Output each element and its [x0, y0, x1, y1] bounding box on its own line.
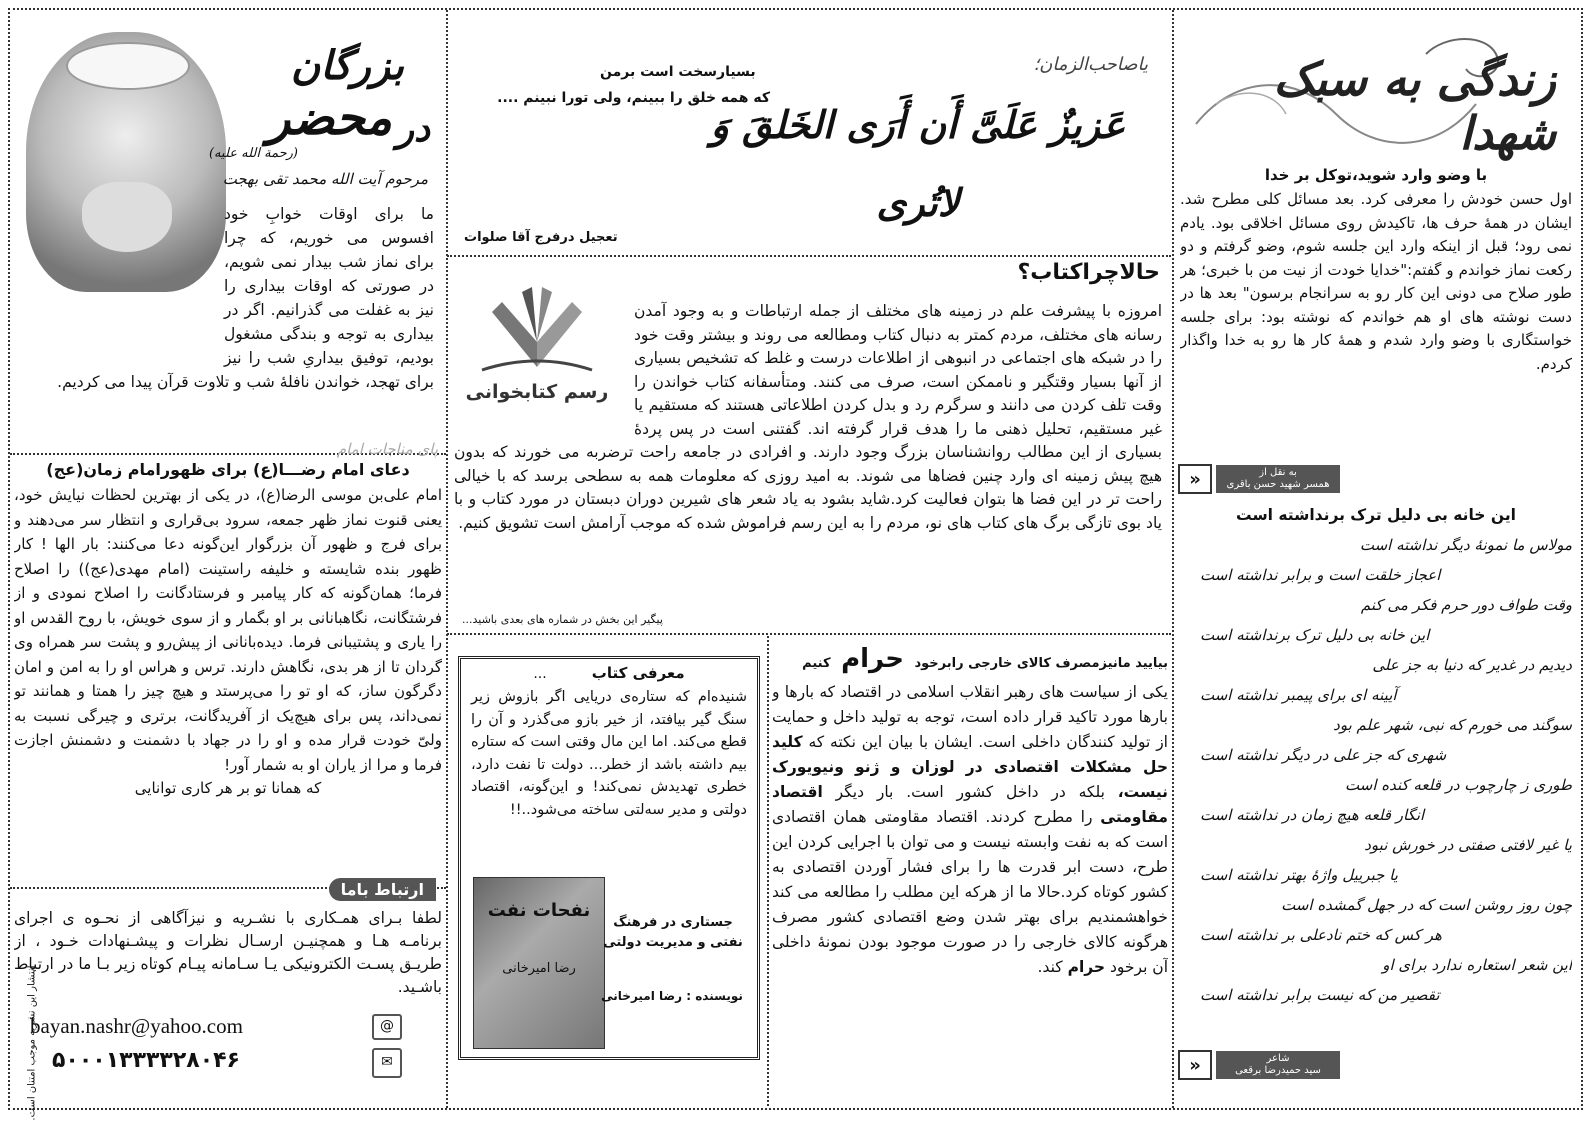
prayer-section — [14, 440, 442, 884]
prayer-body: امام علی‌بن موسی الرضا(ع)، در یکی از بهترین لحظات نیایش خود، یعنی قنوت نماز ظهر جمعه، سرود بی‌قراری و انتظار سر می‌دهند و برای فرج و ظهور آن بزرگوار این‌گونه دعا می‌کنند: بار الها ! کار ظهور بنده شایسته و خلیفه راستینت (امام مهدی(عج)) را اصلاح فرما؛ همان‌گونه که کار پیامبر و فرستادگانت را اصلاح نمودی و از فرشتگانت، نگاهبانانی بر او بگمار و از سوی خویش، با روح القدس او را یاری و پشتیبانی فرما. دیده‌بانانی از پیش‌رو و پشت سر همراه وی گردان تا از هر بدی، نگاهش دارند. ترس و هراس او را به امن و امان دگرگون ساز، که او تو را می‌پرستد و هیچ چیز را همتا و همانند تو نمی‌داند، پس برای هیچ‌یک از آفریدگانت، برتری و چیرگی نسبت به ولیّ خودت قرار مده و او را در جهاد با دشمنت و دشمنش اجازت فرما و مرا از یاران او به شمار آور! — [14, 486, 442, 774]
economy-p4: کند. — [1037, 958, 1068, 976]
rahmat-text: (رحمة الله علیه) — [208, 146, 298, 161]
contact-email[interactable]: bayan.nashr@yahoo.com — [30, 1014, 243, 1038]
book-section-body: امروزه با پیشرفت علم در زمینه های مختلف از جمله ارتباطات و به وجود آمدن رسانه های مختلف، مردم کمتر به دنبال کتاب ومطالعه می روند و بیشتر وقت خود را در شبکه های اجتماعی در انبوهی از اطلاعات درست و غلط که تشخیص بسیاری از آنها بسیار وقتگیر و ناممکن است، صرف می کنند. ومتأسفانه کتاب خواندن را وقت تلف کردن می دانند و سرگرم رد و بدل کردن اطلاعاتی هستند که مستقیم یا غیر مستقیم، تحلیل ذهنی ما را هدف قرار گرفته اند. گفتنی است در پس پردهٔ بسیاری از این مطالب روانشناسان بزرگ وجود دارند. و افرادی در جامعه راحت ترضربه می خورند که بدون هیچ پیش زمینه ای وارد چنین فضاها می شوند. به امید روزی که معلومات همه به سطحی برسد که با خیالی راحت تر در این فضا ها بتوان فعالیت کرد.شاید بشود به یاد شعر های شیرین دوران دبستان در مورد کتاب و با یاد بوی تازگی برگ های کتاب های نو، مردم را به این رسم فراموش شده که موجب آرامش است تشویق کنیم. — [454, 302, 1162, 532]
poem-credit — [1178, 1050, 1340, 1080]
side-line-1: بسیارسخت است برمن — [600, 64, 756, 80]
poem-line: این خانه بی دلیل ترک برنداشته است — [1200, 626, 1430, 644]
poem-line: تقصیر من که نیست برابر نداشته است — [1200, 986, 1440, 1004]
divider-economy — [767, 636, 769, 1106]
book-section-title: حالاچراکتاب؟ — [1017, 260, 1160, 285]
story-credit — [1178, 464, 1340, 494]
poem-line: سوگند می خورم که نبی، شهر علم بود — [1333, 716, 1572, 734]
book-cover-author: رضا امیرخانی — [502, 961, 576, 976]
economy-p1: یکی از سیاست های رهبر انقلاب اسلامی در اقتصاد که بارها و بارها مورد تاکید قرار داده است، توجه به تولید داخل و حمایت از تولید کنندگان داخلی است. ایشان با بیان این نکته که — [772, 683, 1168, 751]
story-credit-box — [1216, 465, 1340, 493]
book-cover — [473, 877, 605, 1049]
contact-title: ارتباط باما — [329, 878, 436, 901]
logo-text: زندگی به سبک شهدا — [1273, 52, 1556, 160]
economy-title-big: حرام — [841, 644, 904, 674]
sms-icon: ✉ — [372, 1048, 402, 1078]
contact-header — [14, 878, 442, 901]
economy-section — [772, 644, 1168, 1078]
poem-lines — [1180, 530, 1572, 1010]
chevron-left-icon: « — [1178, 1050, 1212, 1080]
poem-line: آیینه ای برای پیمبر نداشته است — [1200, 686, 1397, 704]
turban-shape — [66, 42, 190, 90]
poem-line: مولاس ما نمونهٔ دیگر نداشته است — [1359, 536, 1572, 554]
book-intro-header — [461, 663, 757, 682]
poem-line: این شعر استعاره ندارد برای او — [1382, 956, 1572, 974]
poem-line: دیدیم در غدیر که دنیا به جز علی — [1372, 656, 1572, 674]
poem-line: هر کس که ختم نادعلی بر نداشته است — [1200, 926, 1442, 944]
poem-credit-box — [1216, 1051, 1340, 1079]
elders-body: ما برای اوقات خوابِ خود افسوس می خوریم، که چرا برای نماز شب بیدار نمی شویم، در صورتی که اوقات بیداری را نیز به غفلت می گذرانیم. اگر در بیداری به توجه و بندگی مشغول بودیم، توفیق بیداریِ شب را نیز برای تهجد، خواندن نافلهٔ شب و تلاوت قرآن پیدا می کردیم. — [57, 205, 434, 391]
book-reading-section — [450, 260, 1168, 632]
logo-caption: رسم کتابخوانی — [465, 381, 609, 403]
economy-title — [772, 644, 1168, 674]
header-section — [450, 14, 1168, 252]
prayer-closing: که همانا تو بر هر کاری توانایی — [134, 779, 322, 797]
economy-p2: بلکه در داخل کشور است. بار دیگر — [822, 783, 1118, 801]
book-intro-body: شنیده‌ام که ستاره‌ی دریایی اگر بازوش زیر سنگ گیر بیافتد، از خیر بازو می‌گذرد و آن را قطع می‌کند. اما این مال وقتی است که ستاره بیم داشته باشد از خطر... دولت تا نفت دارد، خطری تهدیدش نمی‌کند! و این‌گونه، اقتصاد دولتی و مدیر سه‌لتی ساخته می‌شود..!! — [471, 689, 747, 818]
economy-b2: اقتصاد مقاومتی — [772, 783, 1168, 826]
prayer-title: دعای امام رضـــا(ع) برای ظهورامام زمان(عج) — [46, 460, 410, 479]
continued-note: پیگیر این بخش در شماره های بعدی باشید... — [462, 613, 663, 626]
poem-credit-label: شاعر — [1266, 1053, 1290, 1064]
book-section-body-wrap — [454, 300, 1162, 535]
poem-line: شهری که جز علی در دیگر نداشته است — [1200, 746, 1447, 764]
poem-title: این خانه بی دلیل ترک برنداشته است — [1236, 506, 1516, 524]
elders-section — [12, 12, 444, 452]
poem-line: چون روز روشن است که در جهل گمشده است — [1281, 896, 1572, 914]
column-divider-left — [446, 10, 448, 1108]
side-note: انتشار این نشریه موجب امتنان است. — [26, 965, 38, 1121]
elders-title-top: بزرگان — [290, 42, 404, 89]
book-intro-section — [458, 656, 760, 1060]
pre-title: یاصاحب‌الزمان؛ — [1033, 54, 1148, 75]
contact-sms[interactable]: ۵۰۰۰۱۳۳۳۳۲۸۰۴۶ — [52, 1048, 240, 1073]
prayer-header-faint: پای مناجات امام — [336, 440, 438, 458]
martyr-story — [1180, 166, 1572, 496]
side-line-2: که همه خلق را ببینم، ولی تورا نبینم .... — [497, 90, 770, 106]
divider-header — [447, 255, 1171, 257]
elders-title-small: در — [396, 108, 430, 150]
poem-section — [1180, 506, 1572, 1054]
economy-title-part2: کنیم — [802, 656, 831, 671]
book-intro-title: معرفی کتاب — [591, 664, 685, 682]
elder-name: مرحوم آیت الله محمد تقی بهجت — [222, 170, 428, 188]
economy-b1: کلید حل مشکلات اقتصادی در لوزان و ژنو ونیویورک نیست، — [772, 733, 1168, 801]
poem-line: اعجاز خلقت است و برابر نداشته است — [1200, 566, 1441, 584]
divider-book — [447, 633, 1171, 635]
contact-body: لطفا بـرای همـکاری با نشـریه و نیزآگاهی از نحـوه ی اجرای برنامـه هـا و همچنیـن ارسـال نظرات و پیشـنهادات خـود ، از طریـق پسـت الکترونیکی یـا سـامانه پیـام کوتاه زیر بـا ما در ارتباط باشـید. — [14, 909, 442, 996]
poem-credit-name: سید حمیدرضا برقعی — [1235, 1065, 1321, 1076]
story-body: اول حسن خودش را معرفی کرد. بعد مسائل کلی مطرح شد. ایشان در همهٔ حرف ها، تاکیدش روی مسائل اخلاقی بود. یادم نمی رود؛ قبل از اینکه وارد این جلسه شوم، وضو گرفتم و دو رکعت نماز خواندم و گفتم:"خدایا خودت از نیت من با خبری؛ هر طور صلاح می دونی این کار رو به سرانجام برسون" بعد ها در دست نوشته های او هم خواندم که نوشته بود: برای جلسه خواستگاری با وضو وارد شدم و همهٔ کار ها رو به خدا واگذار کردم. — [1180, 190, 1572, 373]
shohada-logo — [1176, 14, 1576, 170]
email-icon: @ — [372, 1014, 402, 1040]
poem-line: انگار قلعه هیچ زمان در نداشته است — [1200, 806, 1425, 824]
book-author-line: نویسنده : رضا امیرخانی — [601, 989, 743, 1003]
book-cover-title: نفحات نفت — [487, 900, 591, 921]
book-intro-dots: ... — [533, 666, 547, 682]
poem-line: طوری ز چارچوب در قلعه کنده است — [1345, 776, 1572, 794]
book-description: جستاری در فرهنگ نفتی و مدیریت دولتی — [603, 915, 743, 950]
story-credit-label: به نقل از — [1259, 467, 1297, 478]
salawat-text: تعجیل درفرج آقا صلوات — [464, 230, 618, 245]
economy-title-part1: بیایید مانیزمصرف کالای خارجی رابرخود — [914, 656, 1168, 671]
elders-title-big: محضر — [267, 90, 392, 146]
contact-section — [14, 878, 442, 1121]
poem-line: یا غیر لافتی صفتی در خورش نبود — [1364, 836, 1572, 854]
poem-line: وقت طواف دور حرم فکر می کنم — [1360, 596, 1572, 614]
column-divider-right — [1172, 10, 1174, 1108]
story-credit-name: همسر شهید حسن باقری — [1226, 479, 1330, 490]
economy-body — [772, 680, 1168, 980]
economy-b3: حرام — [1067, 958, 1106, 976]
chevron-left-icon: « — [1178, 464, 1212, 494]
main-title: عَزیزٌ عَلَیَّ أَن أَرَی الخَلقَ وَ لاتُری — [710, 102, 1126, 225]
story-title: با وضو وارد شوید،توکل بر خدا — [1264, 166, 1488, 184]
poem-line: یا جبرییل واژهٔ بهتر نداشته است — [1200, 866, 1398, 884]
economy-p3: را مطرح کردند. اقتصاد مقاومتی همان اقتصادی است که به نفت وابسته نیست و می توان با اجرایی کردن این طرح، دست ابر قدرت ها را برای فشار آوردن اقتصادی به کشور کوتاه کرد.حالا ما از هرکه این مطلب را مطالعه می کند خواهشمندیم برای بهتر شدن وضع اقتصادی کشور مصرف هرگونه کالای خارجی را در صورت موجود بودن نمونهٔ داخلی آن برخود — [772, 808, 1168, 976]
elders-body-wrap — [12, 202, 434, 394]
